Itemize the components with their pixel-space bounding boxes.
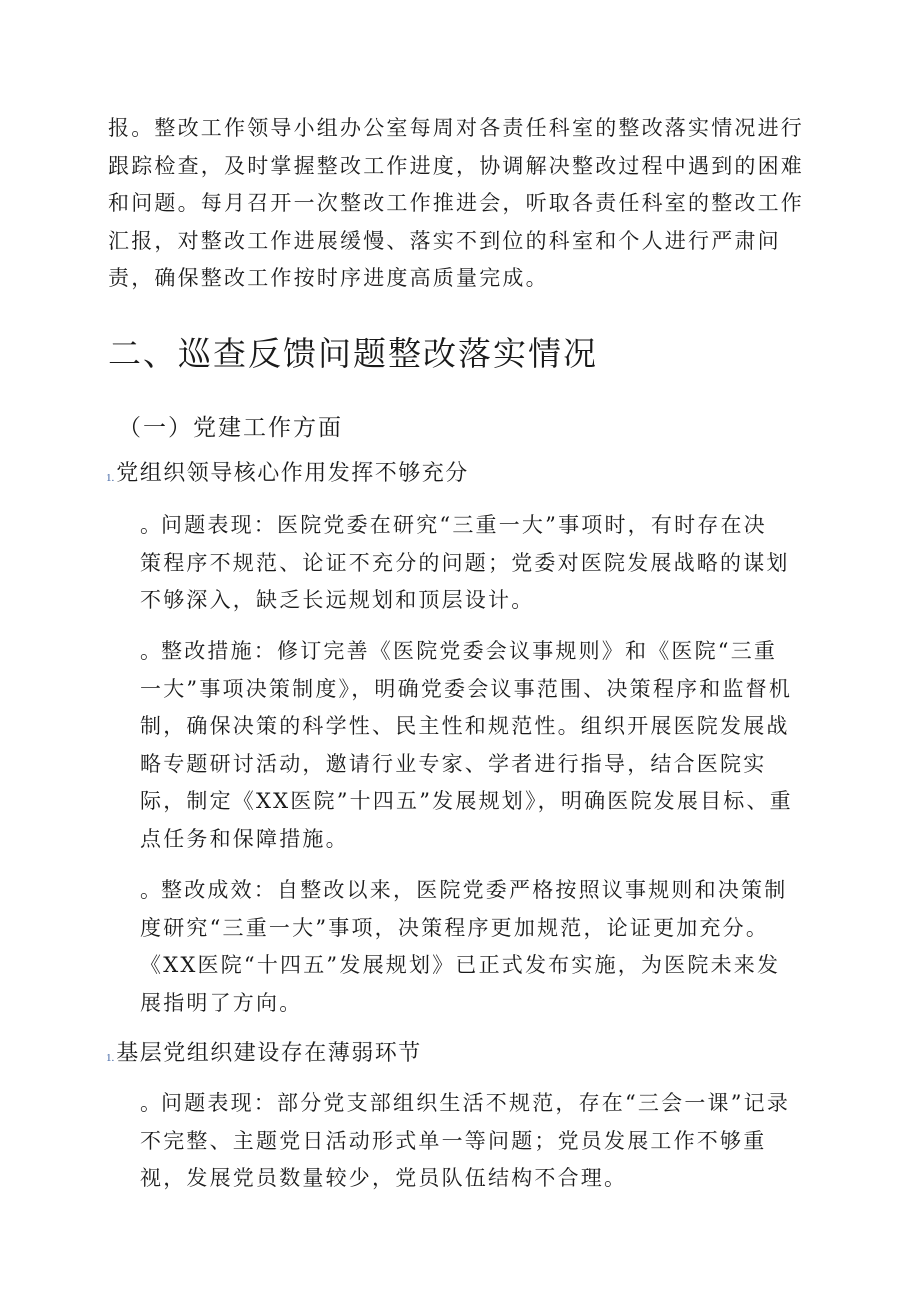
subsection-title: （一）党建工作方面	[118, 415, 343, 441]
item1-measures-text: 整改措施：修订完善《医院党委会议事规则》和《医院“三重一大”事项决策制度》，明确党委会议事范围、决策程序和监督机制，确保决策的科学性、民主性和规范性。组织开展医院发展战略专题研讨活动，邀请行业专家、学者进行指导，结合医院实际，制定《XX医院”十四五”发展规划》，明确医院发展目标、重点任务和保障措施。	[140, 639, 793, 851]
intro-paragraph: 报。整改工作领导小组办公室每周对各责任科室的整改落实情况进行跟踪检查，及时掌握整改工作进度，协调解决整改过程中遇到的困难和问题。每月召开一次整改工作推进会，听取各责任科室的整改工作汇报，对整改工作进展缓慢、落实不到位的科室和个人进行严肃问责，确保整改工作按时序进度高质量完成。	[108, 116, 804, 290]
item1-number: 1.	[106, 472, 115, 484]
item1-problem	[140, 507, 790, 620]
item2-problem	[140, 1085, 812, 1198]
item2-number: 1.	[106, 1052, 115, 1064]
item1-results-bullet: 。	[140, 878, 161, 902]
item1-title: 党组织领导核心作用发挥不够充分	[116, 461, 469, 486]
item1-problem-bullet: 。	[140, 513, 161, 537]
item2-problem-text: 问题表现：部分党支部组织生活不规范，存在“三会一课”记录不完整、主题党日活动形式单一等问题；党员发展工作不够重视，发展党员数量较少，党员队伍结构不合理。	[140, 1091, 791, 1190]
section-title: 二、巡查反馈问题整改落实情况	[108, 334, 598, 373]
item1-results	[140, 872, 790, 1022]
item2-heading	[106, 1036, 422, 1076]
item2-title: 基层党组织建设存在薄弱环节	[116, 1041, 422, 1066]
item1-measures-bullet: 。	[140, 639, 161, 663]
item1-problem-text: 问题表现：医院党委在研究“三重一大”事项时，有时存在决策程序不规范、论证不充分的问题；党委对医院发展战略的谋划不够深入，缺乏长远规划和顶层设计。	[140, 513, 790, 612]
item1-measures	[140, 633, 794, 858]
item1-results-text: 整改成效：自整改以来，医院党委严格按照议事规则和决策制度研究“三重一大”事项，决策程序更加规范，论证更加充分。《XX医院“十四五”发展规划》已正式发布实施，为医院未来发展指明了方向。	[140, 878, 788, 1015]
item1-heading	[106, 456, 469, 496]
item2-problem-bullet: 。	[140, 1091, 161, 1115]
